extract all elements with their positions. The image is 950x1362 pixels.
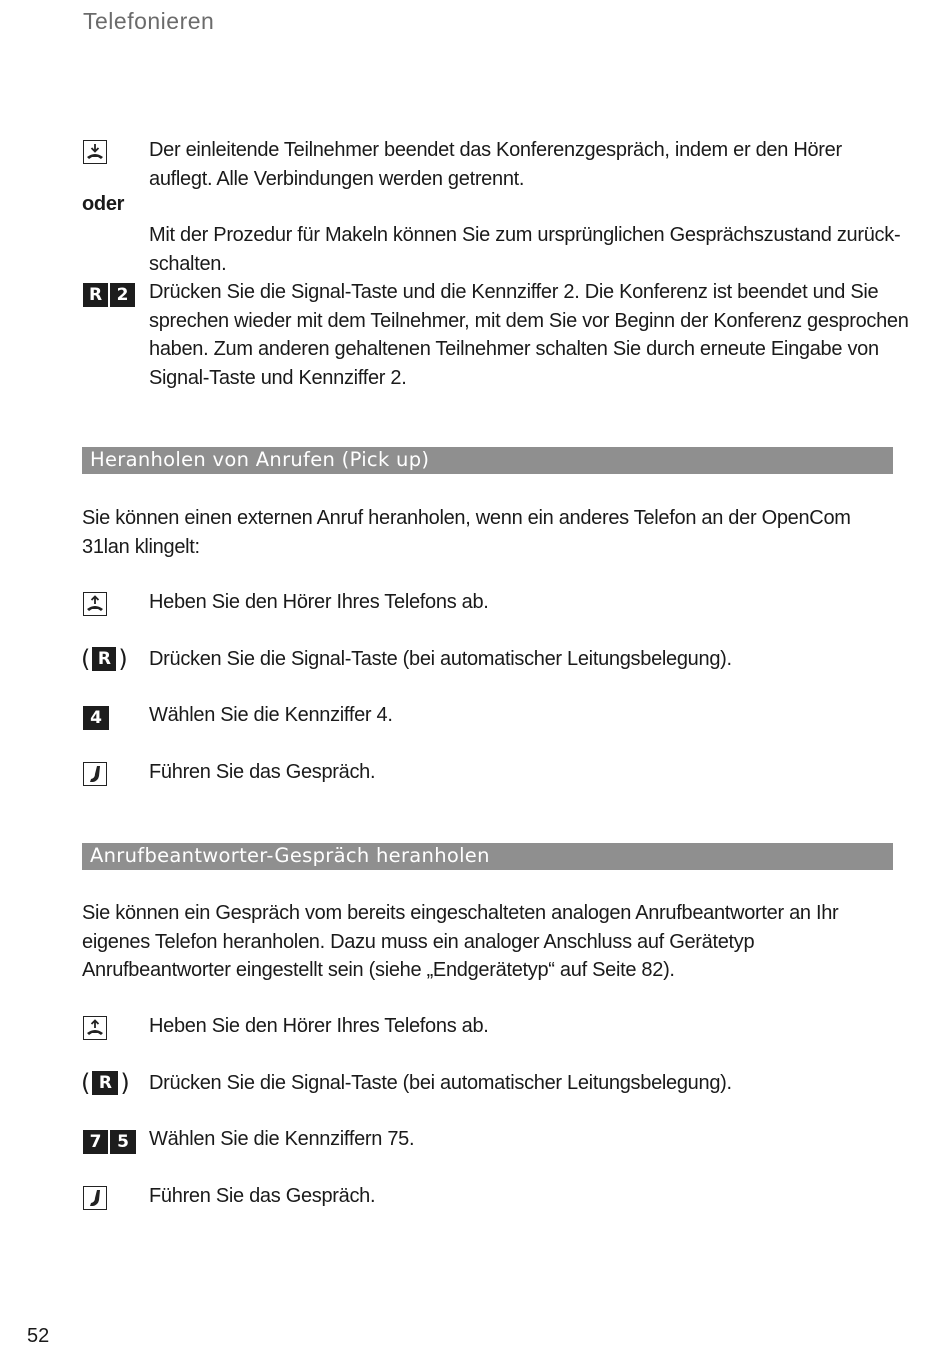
key-sequence-75 — [83, 1130, 136, 1154]
digit-key-4: 4 — [83, 706, 109, 730]
step-am-signal: Drücken Sie die Signal-Taste (bei automatischer Leitungsbelegung). — [149, 1072, 732, 1094]
hang-up-icon — [83, 140, 107, 164]
step-am-dial: Wählen Sie die Kennziffern 75. — [149, 1128, 415, 1150]
step-am-talk: Führen Sie das Gespräch. — [149, 1185, 376, 1207]
digit-key-5: 5 — [110, 1130, 136, 1154]
optional-signal-key — [81, 645, 128, 673]
signal-key: R — [92, 647, 116, 671]
signal-key: R — [83, 283, 108, 307]
section-heading-text: Heranholen von Anrufen (Pick up) — [90, 448, 430, 471]
open-paren: ( — [81, 1069, 91, 1097]
page-number: 52 — [27, 1325, 50, 1347]
close-paren: ) — [120, 1069, 130, 1097]
optional-signal-key — [81, 1069, 130, 1097]
section-heading-answering-machine — [82, 843, 893, 870]
digit-key: 2 — [110, 283, 135, 307]
handset-up-icon — [83, 1016, 107, 1040]
close-paren: ) — [118, 645, 128, 673]
running-header: Telefonieren — [83, 8, 215, 34]
oder-label: oder — [82, 193, 125, 215]
section-heading-pickup — [82, 447, 893, 474]
key-sequence-r2 — [83, 283, 135, 307]
step-pickup-dial: Wählen Sie die Kennziffer 4. — [149, 704, 393, 726]
section-heading-text: Anrufbeantworter-Gespräch heranholen — [90, 844, 490, 867]
paragraph-answering-intro: Sie können ein Gespräch vom bereits eingeschalteten analogen Anrufbeantworter an Ihr eigenes Telefon heranholen. Dazu muss ein analoger Anschluss auf Gerätetyp Anrufbeantworter eingestellt sein (siehe „Endgerätetyp“ auf Seite 82). — [82, 902, 839, 981]
paragraph-makeln: Mit der Prozedur für Makeln können Sie zum ursprünglichen Gesprächszustand zurückschalten. — [149, 224, 901, 275]
step-pickup-signal: Drücken Sie die Signal-Taste (bei automatischer Leitungsbelegung). — [149, 648, 732, 670]
step-pickup-talk: Führen Sie das Gespräch. — [149, 761, 376, 783]
phone-handset-icon — [83, 762, 107, 786]
open-paren: ( — [81, 645, 91, 673]
step-am-offhook: Heben Sie den Hörer Ihres Telefons ab. — [149, 1015, 489, 1037]
signal-key: R — [92, 1071, 118, 1095]
phone-handset-icon — [83, 1186, 107, 1210]
handset-up-icon — [83, 592, 107, 616]
step-pickup-offhook: Heben Sie den Hörer Ihres Telefons ab. — [149, 591, 489, 613]
paragraph-end-conference: Der einleitende Teilnehmer beendet das Konferenzgespräch, indem er den Hörer auflegt. Alle Verbindungen werden getrennt. — [149, 139, 842, 190]
paragraph-signal-key: Drücken Sie die Signal-Taste und die Kennziffer 2. Die Konferenz ist beendet und Sie sprechen wieder mit dem Teilnehmer, mit dem Sie vor Beginn der Konferenz gesprochen haben. Zum anderen gehaltenen Teilnehmer schalten Sie durch erneute Eingabe von Signal-Taste und Kennziffer 2. — [149, 281, 909, 389]
paragraph-pickup-intro: Sie können einen externen Anruf heranholen, wenn ein anderes Telefon an der OpenCom 31lan klingelt: — [82, 507, 851, 558]
digit-key-7: 7 — [83, 1130, 108, 1154]
